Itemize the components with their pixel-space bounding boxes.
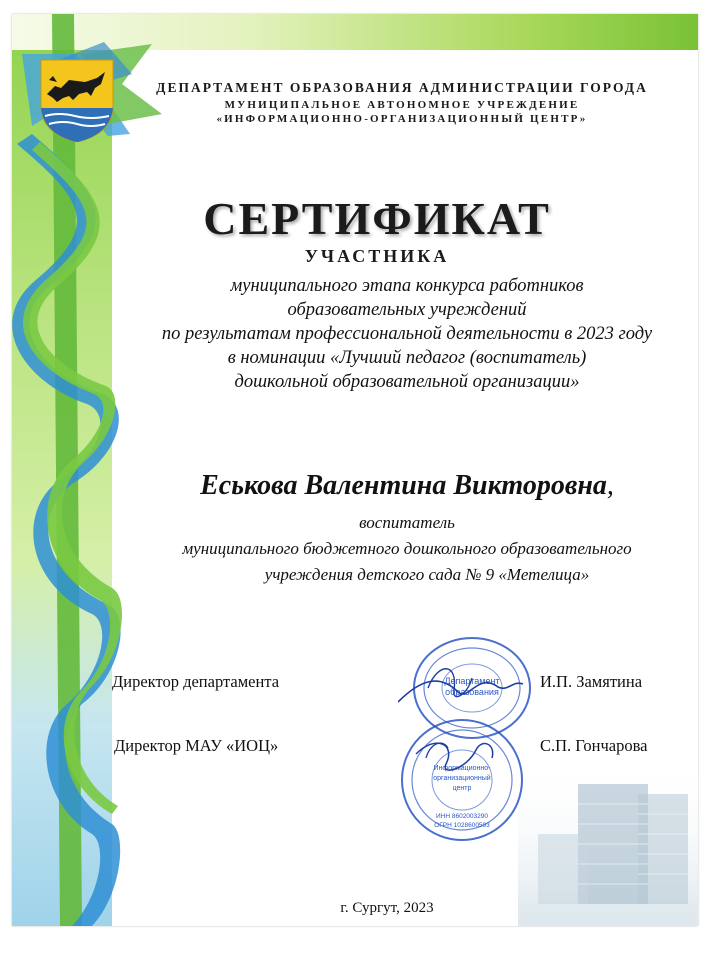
stamp-lower-inn: ИНН 8602003290 bbox=[435, 813, 489, 820]
desc-line: в номинации «Лучший педагог (воспитатель) bbox=[227, 348, 587, 368]
signature-name-2: С.П. Гончарова bbox=[540, 736, 648, 755]
fox-crest-icon bbox=[39, 58, 115, 142]
recipient-name-comma: , bbox=[606, 470, 614, 501]
stamp-lower-text-3: центр bbox=[452, 785, 472, 792]
desc-line: образовательных учреждений bbox=[287, 300, 527, 320]
desc-line: дошкольной образовательной организации» bbox=[234, 372, 580, 392]
header-line-2: МУНИЦИПАЛЬНОЕ АВТОНОМНОЕ УЧРЕЖДЕНИЕ bbox=[224, 99, 580, 111]
recipient-position: воспитатель bbox=[359, 513, 455, 532]
ioc-stamp bbox=[396, 714, 526, 844]
recipient-org-line-2: учреждения детского сада № 9 «Метелица» bbox=[264, 565, 590, 584]
header-line-1: ДЕПАРТАМЕНТ ОБРАЗОВАНИЯ АДМИНИСТРАЦИИ ГОРОДА bbox=[156, 80, 648, 95]
certificate-subtitle: УЧАСТНИКА bbox=[304, 246, 450, 266]
certificate-description bbox=[107, 274, 698, 394]
recipient-name-block bbox=[107, 470, 698, 502]
stamp-lower-ogrn: ОГРН 1028600593 bbox=[434, 822, 490, 829]
signature-title-2: Директор МАУ «ИОЦ» bbox=[114, 736, 279, 755]
stamp-lower-text-2: организационный bbox=[433, 775, 491, 782]
header-line-3: «ИНФОРМАЦИОННО-ОРГАНИЗАЦИОННЫЙ ЦЕНТР» bbox=[216, 113, 588, 125]
recipient-name: Еськова Валентина Викторовна bbox=[200, 470, 607, 501]
desc-line: по результатам профессиональной деятельности в 2023 году bbox=[161, 324, 653, 344]
city-building-illustration bbox=[518, 754, 698, 926]
certificate-page bbox=[12, 14, 698, 926]
desc-line: муниципального этапа конкурса работников bbox=[230, 276, 584, 296]
signature-title-1: Директор департамента bbox=[112, 672, 280, 691]
stamp-upper-text-1: Департамент bbox=[444, 676, 500, 686]
stamp-lower-text-1: Информационно- bbox=[433, 765, 491, 772]
recipient-role bbox=[107, 510, 698, 588]
stamp-upper-text-2: образования bbox=[445, 687, 499, 697]
recipient-org-line-1: муниципального бюджетного дошкольного образовательного bbox=[182, 539, 632, 558]
certificate-title: СЕРТИФИКАТ bbox=[203, 193, 551, 244]
place-date: г. Сургут, 2023 bbox=[340, 900, 434, 916]
signature-name-1: И.П. Замятина bbox=[540, 672, 643, 691]
issuer-header bbox=[122, 80, 682, 125]
